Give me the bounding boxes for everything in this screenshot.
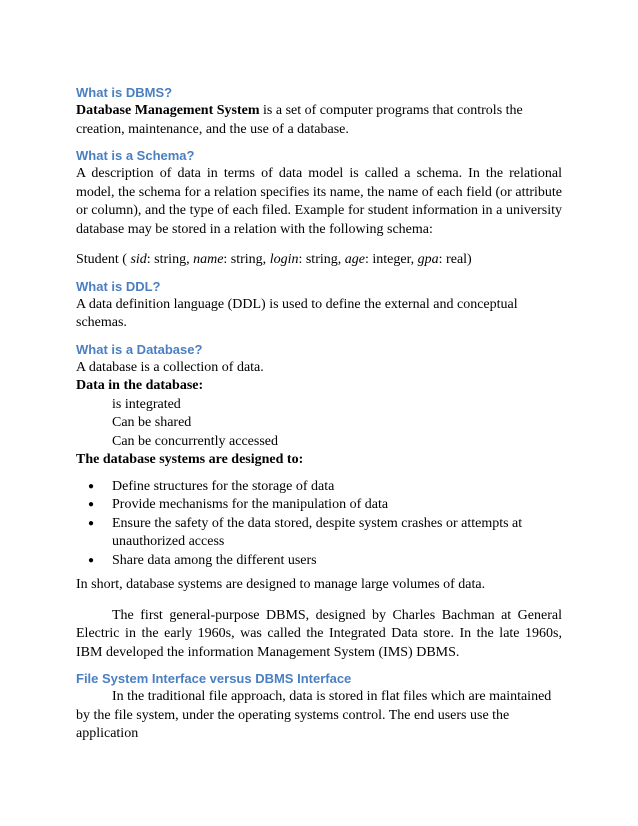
- heading-what-is-schema: What is a Schema?: [76, 148, 195, 163]
- dbms-definition-text: is a set of computer programs that controls the creation, maintenance, and the use of a database.: [76, 103, 523, 137]
- field-gpa: gpa: [417, 252, 439, 267]
- bullet-icon: ●: [88, 517, 95, 529]
- schema-example-prefix: Student (: [76, 252, 131, 267]
- field-name: name: [193, 252, 224, 267]
- systems-designed-label: The database systems are designed to:: [76, 452, 304, 467]
- database-description: A database is a collection of data.: [76, 359, 264, 375]
- schema-description: A description of data in terms of data model is called a schema. In the relational model, the schema for a relation specifies its name, the name of each field (or attribute or column), and the type of each filed. Example for student information in a university database may be stored in a relation with the following schema:: [76, 166, 562, 237]
- field-age-type: : integer,: [364, 252, 418, 267]
- heading-what-is-database: What is a Database?: [76, 341, 203, 357]
- bullet-icon: ●: [88, 499, 95, 510]
- data-in-database-label: Data in the database:: [76, 378, 204, 393]
- heading-what-is-ddl: What is DDL?: [76, 278, 161, 294]
- dbms-term: Database Management System: [76, 103, 260, 118]
- dbms-definition: [76, 102, 562, 139]
- heading-what-is-dbms: What is DBMS?: [76, 85, 173, 100]
- heading-file-system-vs-dbms: File System Interface versus DBMS Interface: [76, 671, 352, 686]
- field-sid: sid: [130, 252, 147, 267]
- bullet-icon: ●: [88, 554, 95, 566]
- data-item: Can be concurrently accessed: [112, 433, 278, 449]
- database-summary: In short, database systems are designed to manage large volumes of data.: [76, 577, 486, 592]
- field-age: age: [344, 252, 365, 267]
- design-goals-list: [76, 478, 562, 571]
- field-login-type: : string,: [298, 252, 345, 267]
- dbms-history: The first general-purpose DBMS, designed by Charles Bachman at General Electric in the early 1960s, was called the Integrated Data store. In the late 1960s, IBM developed the information Management System (IMS) DBMS.: [76, 607, 562, 660]
- data-item: Can be shared: [112, 415, 192, 430]
- field-gpa-type: : real): [438, 252, 472, 267]
- ddl-description: A data definition language (DDL) is used to define the external and conceptual schemas.: [76, 296, 518, 330]
- list-item: ● Ensure the safety of the data stored, despite system crashes or attempts at unauthorized access: [88, 515, 523, 549]
- file-system-description: In the traditional file approach, data is stored in flat files which are maintained by the file system, under the operating systems control. The end users use the application: [76, 689, 552, 741]
- field-sid-type: : string,: [146, 252, 194, 267]
- list-item: ● Define structures for the storage of data: [76, 478, 562, 497]
- bullet-icon: ●: [88, 480, 95, 492]
- schema-example: [76, 251, 562, 270]
- list-item: ● Provide mechanisms for the manipulation of data: [76, 496, 562, 515]
- field-name-type: : string,: [223, 252, 270, 267]
- list-item: ● Share data among the different users: [76, 552, 562, 571]
- field-login: login: [269, 252, 299, 267]
- data-item: is integrated: [112, 396, 181, 412]
